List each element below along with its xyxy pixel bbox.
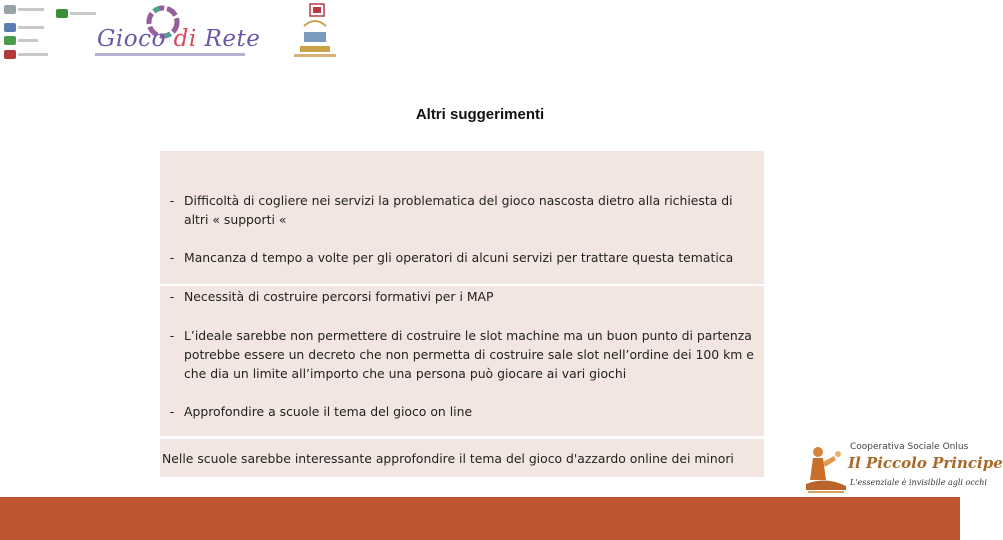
partner-logo-3 [4, 22, 44, 33]
brand-tagline [95, 53, 245, 56]
partner-logo-1 [4, 4, 44, 15]
partner-logo-2 [56, 8, 96, 19]
bullet-dash: - [169, 193, 175, 208]
footer-note: Nelle scuole sarebbe interessante approfondire il tema del gioco d'azzardo online dei minori [162, 450, 734, 466]
piccolo-org: Cooperativa Sociale Onlus [850, 442, 969, 452]
row-divider [160, 284, 764, 286]
list-item [160, 191, 756, 229]
list-item [160, 326, 756, 383]
partner-logos [4, 2, 84, 64]
bullet-dash: - [169, 328, 175, 343]
piccolo-motto: L'essenziale è invisibile agli occhi [850, 478, 988, 487]
bottom-bar [0, 497, 960, 540]
bullet-dash: - [169, 250, 175, 265]
suggestions-table [160, 151, 764, 477]
dwa-logo [290, 2, 340, 60]
bullet-dash: - [169, 289, 175, 304]
brand-name: Gioco di Rete [97, 26, 261, 52]
piccolo-principe-logo [804, 440, 1003, 494]
partner-logo-4 [4, 35, 38, 46]
piccolo-name: Il Piccolo Principe [848, 454, 1003, 472]
bullet-dash: - [169, 404, 175, 419]
little-prince-icon [804, 440, 848, 494]
list-item [160, 287, 756, 306]
list-item [160, 402, 756, 421]
item-text: Approfondire a scuole il tema del gioco on line [184, 404, 473, 419]
gioco-di-rete-logo [95, 4, 261, 60]
partner-logo-5 [4, 49, 48, 60]
footer-note-cell [160, 439, 764, 477]
item-text: Necessità di costruire percorsi formativi per i MAP [184, 289, 494, 304]
item-text: L’ideale sarebbe non permettere di costruire le slot machine ma un buon punto di partenza potrebbe essere un decreto che non permetta di costruire sale slot nell’ordine dei 100 km e che dia un limite all’importo che una persona può giocare ai vari giochi [184, 328, 754, 381]
item-text: Mancanza d tempo a volte per gli operatori di alcuni servizi per trattare questa tematica [184, 250, 734, 265]
slide-title: Altri suggerimenti [415, 106, 545, 123]
list-item [160, 248, 756, 267]
item-text: Difficoltà di cogliere nei servizi la problematica del gioco nascosta dietro alla richiesta di altri « supporti « [184, 193, 733, 227]
suggestions-cell [160, 151, 764, 436]
